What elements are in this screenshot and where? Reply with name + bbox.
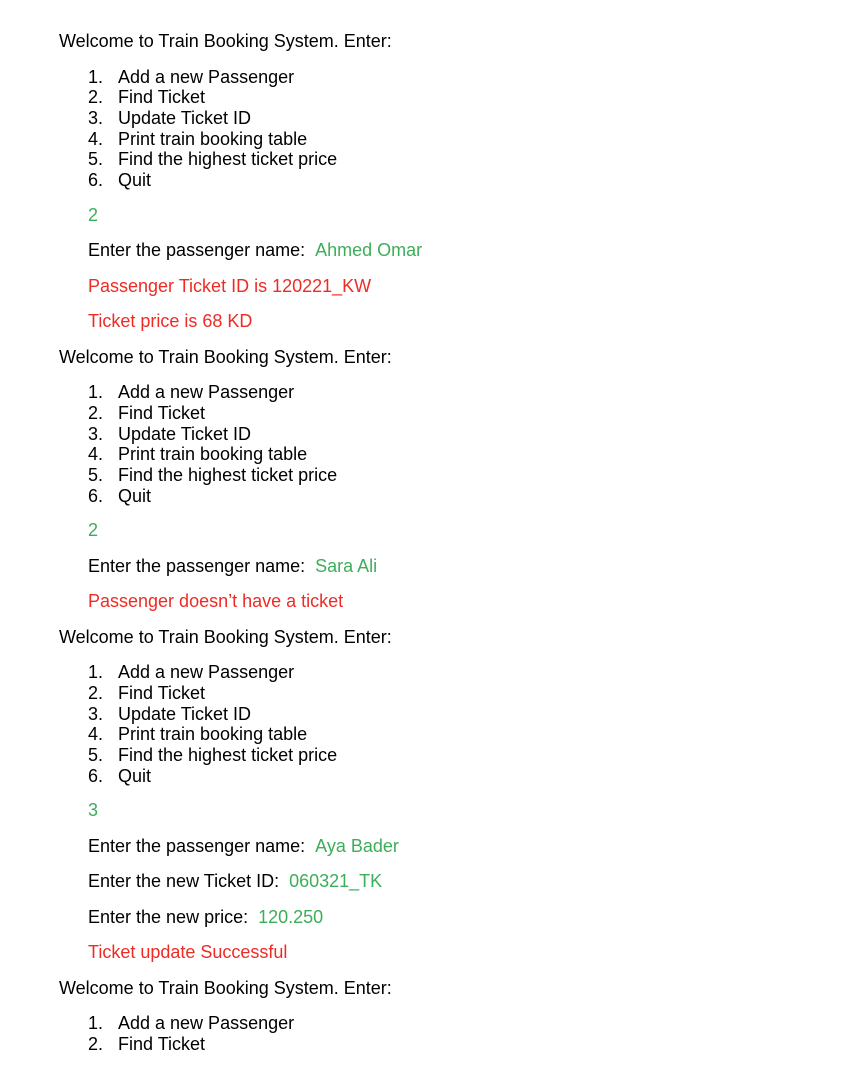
menu-item-number: 3.	[88, 703, 104, 724]
menu-item	[0, 444, 844, 465]
menu-list	[0, 67, 844, 191]
menu-item	[0, 149, 844, 170]
prompt-line	[88, 829, 844, 865]
menu-item	[0, 704, 844, 725]
menu-item-label: Print train booking table	[118, 444, 308, 465]
user-input-choice: 2	[88, 520, 99, 541]
menu-item-number: 6.	[88, 169, 104, 190]
menu-item-number: 2.	[88, 402, 104, 423]
menu-item-number: 3.	[88, 423, 104, 444]
prompt-line	[88, 864, 844, 900]
menu-item-number: 2.	[88, 87, 104, 108]
menu-item	[0, 424, 844, 445]
system-output: Ticket price is 68 KD	[88, 311, 253, 332]
menu-item	[0, 1013, 844, 1034]
menu-item-label: Print train booking table	[118, 724, 308, 745]
user-input-value: Sara Ali	[315, 555, 378, 576]
prompt-label: Enter the passenger name:	[88, 555, 306, 576]
menu-item-label: Find the highest ticket price	[118, 464, 338, 485]
welcome-heading: Welcome to Train Booking System. Enter:	[59, 31, 392, 51]
menu-item-label: Quit	[118, 169, 152, 190]
prompt-label: Enter the passenger name:	[88, 835, 306, 856]
prompt-label: Enter the passenger name:	[88, 240, 306, 261]
menu-item-number: 4.	[88, 444, 104, 465]
user-input-value: 060321_TK	[289, 871, 383, 892]
menu-item	[0, 745, 844, 766]
menu-item	[0, 170, 844, 191]
menu-list	[0, 382, 844, 506]
menu-item-number: 1.	[88, 1013, 104, 1034]
menu-item	[0, 67, 844, 88]
menu-item-label: Find the highest ticket price	[118, 745, 338, 765]
menu-item	[0, 465, 844, 486]
menu-item	[0, 403, 844, 424]
menu-item-label: Add a new Passenger	[118, 662, 295, 683]
menu-item	[0, 683, 844, 704]
menu-item-label: Quit	[118, 485, 152, 506]
menu-item-label: Update Ticket ID	[118, 423, 252, 444]
menu-item	[0, 766, 844, 787]
menu-item-label: Find Ticket	[118, 87, 206, 108]
menu-item-label: Find Ticket	[118, 402, 206, 423]
menu-item-number: 2.	[88, 682, 104, 703]
menu-item-number: 6.	[88, 765, 104, 786]
menu-item-number: 2.	[88, 1034, 104, 1055]
menu-item-number: 5.	[88, 149, 104, 170]
prompt-label: Enter the new Ticket ID:	[88, 871, 280, 892]
welcome-heading: Welcome to Train Booking System. Enter:	[59, 346, 392, 367]
menu-item-label: Find Ticket	[118, 1034, 206, 1055]
user-input-choice: 2	[88, 204, 99, 225]
menu-item-number: 1.	[88, 382, 104, 403]
menu-item-label: Find the highest ticket price	[118, 149, 338, 170]
prompt-label: Enter the new price:	[88, 906, 249, 927]
menu-item-label: Print train booking table	[118, 128, 308, 149]
menu-item-label: Add a new Passenger	[118, 382, 295, 403]
menu-item-number: 3.	[88, 107, 104, 128]
user-input-value: Ahmed Omar	[315, 240, 423, 261]
menu-item	[0, 108, 844, 129]
menu-item-label: Quit	[118, 765, 152, 786]
user-input-choice: 3	[88, 800, 99, 821]
menu-item	[0, 662, 844, 683]
menu-item-number: 4.	[88, 128, 104, 149]
welcome-heading: Welcome to Train Booking System. Enter:	[59, 977, 392, 998]
menu-item	[0, 382, 844, 403]
menu-item-label: Add a new Passenger	[118, 66, 295, 87]
menu-item-label: Add a new Passenger	[118, 1013, 295, 1034]
menu-item	[0, 486, 844, 507]
menu-item-label: Update Ticket ID	[118, 703, 252, 724]
menu-item	[0, 129, 844, 150]
prompt-line	[88, 233, 844, 269]
menu-item-number: 6.	[88, 485, 104, 506]
menu-item-label: Update Ticket ID	[118, 107, 252, 128]
menu-item-label: Find Ticket	[118, 682, 206, 703]
menu-list	[0, 662, 844, 786]
menu-item-number: 1.	[88, 66, 104, 87]
system-output: Passenger Ticket ID is 120221_KW	[88, 275, 372, 296]
user-input-value: 120.250	[258, 906, 324, 927]
menu-list	[0, 1013, 844, 1054]
welcome-heading: Welcome to Train Booking System. Enter:	[59, 626, 392, 647]
prompt-line	[88, 900, 844, 936]
menu-item	[0, 724, 844, 745]
menu-item-number: 5.	[88, 745, 104, 765]
menu-item	[0, 87, 844, 108]
menu-item-number: 1.	[88, 662, 104, 683]
menu-item-number: 4.	[88, 724, 104, 745]
menu-item	[0, 1034, 844, 1055]
system-output: Ticket update Successful	[88, 942, 288, 963]
system-output: Passenger doesn’t have a ticket	[88, 591, 344, 612]
user-input-value: Aya Bader	[315, 835, 399, 856]
menu-item-number: 5.	[88, 464, 104, 485]
prompt-line	[88, 549, 844, 585]
